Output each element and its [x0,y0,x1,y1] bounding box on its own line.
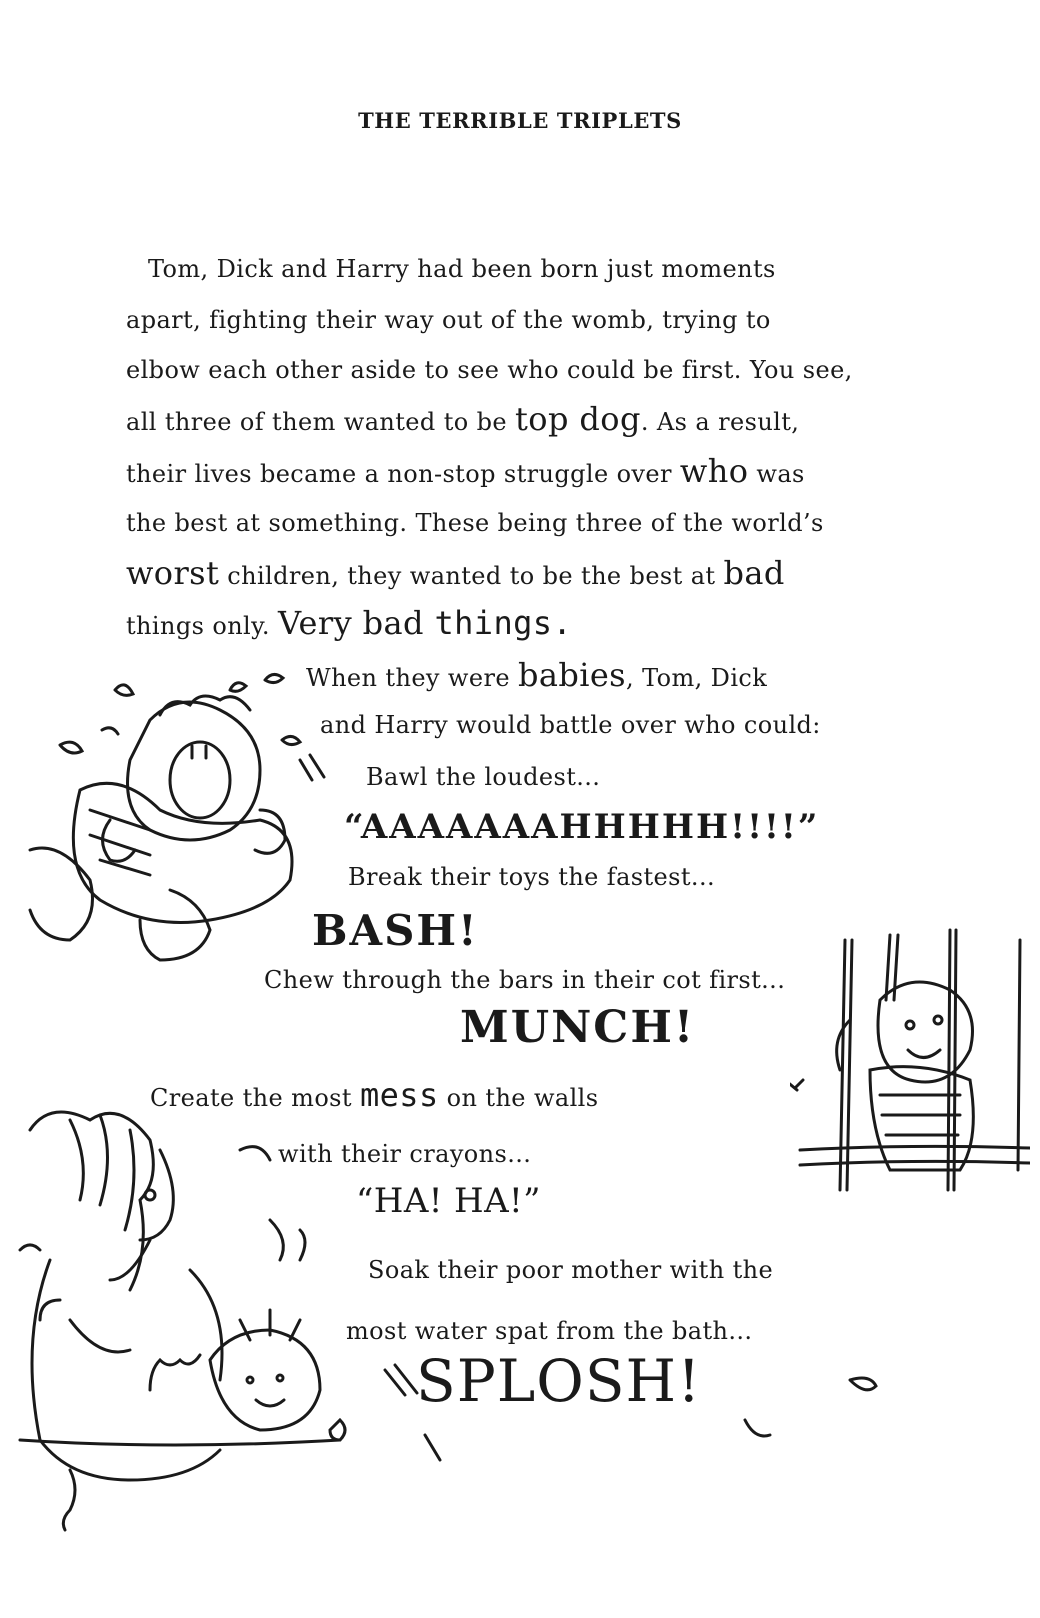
shout-ha-ha: “HA! HA!” [356,1181,541,1221]
text-span: , Tom, Dick [626,664,768,692]
baby-in-cot-illustration [790,920,1030,1220]
text-span: When they were [306,664,518,692]
text-line-20: Soak their poor mother with the [368,1256,774,1284]
text-span: on the walls [438,1084,599,1112]
text-line-21: most water spat from the bath... [346,1317,753,1345]
text-line-7 [126,554,785,592]
emphasis-mess: mess [359,1076,439,1114]
text-span: was [748,460,805,488]
shout-bawl: “AAAAAAAHHHHH!!!!” [344,807,820,847]
text-line-2: apart, fighting their way out of the womb, trying to [126,306,771,334]
text-line-6: the best at something. These being three of the world’s [126,509,824,537]
splash-marks [380,1360,900,1470]
text-line-8 [126,604,573,642]
emphasis-who: who [679,452,749,490]
text-line-9 [306,656,768,694]
text-line-1: Tom, Dick and Harry had been born just moments [148,255,776,283]
text-line-10: and Harry would battle over who could: [320,711,821,739]
text-span: all three of them wanted to be [126,408,516,436]
shout-splosh: SPLOSH! [416,1347,702,1415]
text-span: their lives became a non-stop struggle over [126,460,680,488]
text-line-15: Chew through the bars in their cot first... [264,966,786,994]
shout-munch: MUNCH! [460,1002,696,1053]
emphasis-things: things. [434,604,573,642]
emphasis-bad: bad [723,554,785,592]
emphasis-top-dog: top dog [515,400,641,438]
emphasis-worst: worst [126,554,220,592]
text-span: children, they wanted to be the best at [219,562,724,590]
text-line-5 [126,452,805,490]
text-span: . As a result, [640,408,800,436]
text-span: Create the most [150,1084,360,1112]
shout-bash: BASH! [312,906,479,955]
text-line-4 [126,400,800,438]
chapter-title: THE TERRIBLE TRIPLETS [358,108,682,133]
text-line-11: Bawl the loudest... [366,763,601,791]
text-line-18: with their crayons... [278,1140,532,1168]
crying-baby-illustration [20,660,340,970]
mother-and-bath-illustration [10,1090,430,1590]
emphasis-babies: babies [517,656,627,694]
text-span: things only. [126,612,278,640]
emphasis-very-bad: Very bad [277,604,435,642]
text-line-3: elbow each other aside to see who could be first. You see, [126,356,853,384]
text-line-13: Break their toys the fastest... [348,863,716,891]
